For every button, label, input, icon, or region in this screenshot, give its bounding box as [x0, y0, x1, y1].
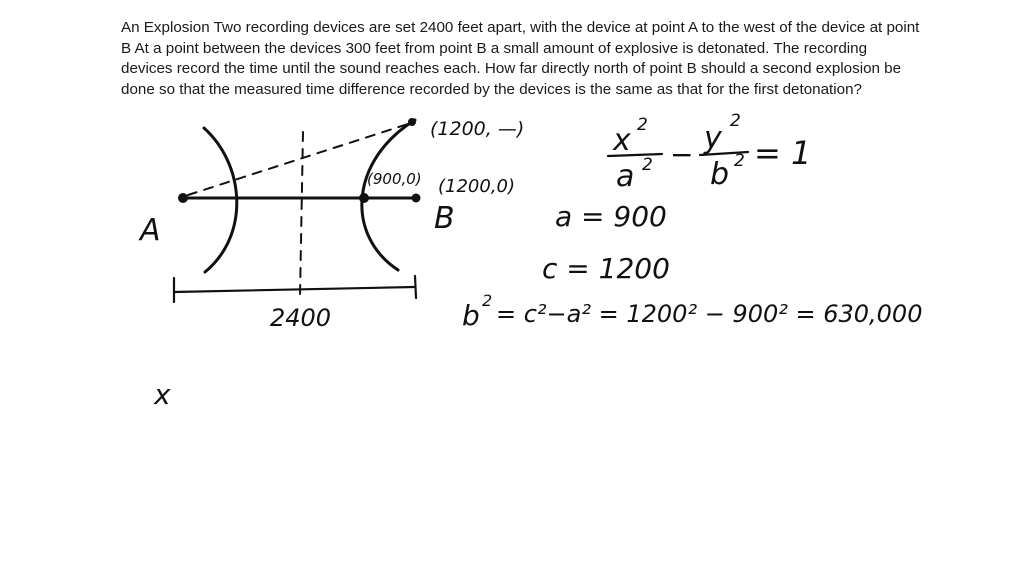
eq-y-exponent: 2 [730, 111, 741, 131]
b-squared-computation [462, 291, 922, 332]
eq-minus: − [670, 138, 694, 171]
point-b-dot [412, 194, 421, 203]
problem-statement: An Explosion Two recording devices are set 2400 feet apart, with the device at point A to the west of the device at point B At a point between the devices 300 feet from point B a small amount of explosive is detonated. The recording devices record the time until the sound reaches each. How far directly north of point B should a second explosion be done so that the measured time difference recorded by the devices is the same as that for the first detonation? [121, 19, 920, 98]
top-point-dot [408, 118, 416, 126]
eq-right-side: = 1 [754, 134, 812, 172]
eq-a-exponent: 2 [642, 155, 653, 175]
dashed-center-line [300, 132, 303, 296]
distance-tick-right [415, 276, 416, 298]
label-focus: (1200,0) [438, 176, 516, 197]
label-a: A [140, 213, 161, 248]
eq-x-denominator: a [616, 159, 635, 194]
vertex-dot [359, 193, 369, 203]
eq-y-denominator: b [710, 157, 730, 192]
right-hyperbola-branch [362, 120, 415, 270]
b2-exponent: 2 [482, 291, 493, 310]
eq-y-numerator: y [704, 121, 722, 156]
b2-rest: = c²−a² = 1200² − 900² = 630,000 [496, 300, 923, 328]
label-vertex: (900,0) [367, 170, 422, 188]
eq-x-numerator: x [613, 123, 631, 158]
hyperbola-equation [608, 111, 811, 194]
c-value: c = 1200 [542, 252, 670, 285]
distance-bar [174, 287, 414, 292]
label-distance: 2400 [270, 304, 332, 332]
b2-lhs: b [462, 299, 480, 332]
left-hyperbola-branch [204, 128, 237, 272]
eq-b-exponent: 2 [734, 151, 745, 171]
label-b: B [434, 201, 455, 236]
x-mark: x [154, 378, 171, 411]
eq-x-exponent: 2 [637, 115, 648, 135]
point-a-dot [178, 193, 188, 203]
a-value: a = 900 [555, 200, 667, 233]
label-top-point: (1200, —) [430, 118, 525, 140]
